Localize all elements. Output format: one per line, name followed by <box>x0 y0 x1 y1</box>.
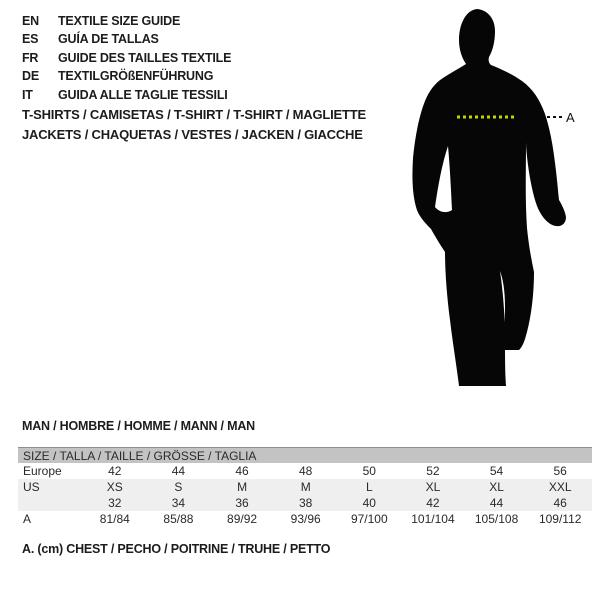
table-cell: XL <box>489 480 504 494</box>
language-label: GUIDE DES TAILLES TEXTILE <box>58 50 232 65</box>
table-cell: 38 <box>299 496 313 510</box>
table-cell: L <box>365 480 373 494</box>
table-cell: 93/96 <box>290 512 321 526</box>
table-cell: 52 <box>426 464 440 478</box>
size-table-header: SIZE / TALLA / TAILLE / GRÖSSE / TAGLIA <box>18 447 592 463</box>
garment-line-tshirts: T-SHIRTS / CAMISETAS / T-SHIRT / T-SHIRT / MAGLIETTE <box>22 107 366 122</box>
man-silhouette <box>412 9 566 386</box>
table-cell: S <box>174 480 183 494</box>
row-label: Europe <box>23 464 62 478</box>
table-cell: 89/92 <box>227 512 258 526</box>
table-row-us <box>18 479 592 495</box>
table-cell: 54 <box>489 464 504 478</box>
table-cell: 97/100 <box>350 512 388 526</box>
table-cell: 40 <box>362 496 376 510</box>
table-cell: 34 <box>171 496 186 510</box>
table-cell: M <box>300 480 311 494</box>
table-cell: 109/112 <box>538 512 582 526</box>
row-label: A <box>23 512 32 526</box>
table-cell: 44 <box>171 464 186 478</box>
table-cell: 105/108 <box>474 512 519 526</box>
table-cell: 85/88 <box>163 512 194 526</box>
table-cell: 48 <box>299 464 313 478</box>
language-label: GUÍA DE TALLAS <box>58 32 159 47</box>
table-cell: 101/104 <box>411 512 455 526</box>
row-label: US <box>23 480 40 494</box>
table-row-chest-a <box>18 511 592 528</box>
table-cell: 56 <box>553 464 567 478</box>
table-cell: 50 <box>362 464 376 478</box>
language-code: ES <box>22 32 39 47</box>
language-code: FR <box>22 50 39 65</box>
table-cell: 32 <box>108 496 122 510</box>
table-row-europe <box>18 463 592 479</box>
table-cell: XL <box>425 480 441 494</box>
language-code: EN <box>22 14 39 28</box>
language-label: GUIDA ALLE TAGLIE TESSILI <box>58 87 228 102</box>
table-cell: 42 <box>426 496 440 510</box>
table-cell: 46 <box>235 464 249 478</box>
table-row-us-numeric <box>18 495 592 511</box>
table-cell: M <box>237 480 248 494</box>
language-label: TEXTILE SIZE GUIDE <box>58 14 181 28</box>
table-cell: XS <box>106 480 123 494</box>
language-code: DE <box>22 69 39 84</box>
language-label: TEXTILGRÖßENFÜHRUNG <box>58 69 214 84</box>
section-title-man: MAN / HOMBRE / HOMME / MANN / MAN <box>22 419 255 433</box>
language-code: IT <box>22 87 33 102</box>
table-cell: 46 <box>553 496 567 510</box>
table-cell: 81/84 <box>99 512 130 526</box>
measure-label-a: A <box>566 110 575 125</box>
table-cell: 36 <box>235 496 249 510</box>
table-cell: 42 <box>108 464 122 478</box>
table-cell: 44 <box>489 496 504 510</box>
measurement-footnote: A. (cm) CHEST / PECHO / POITRINE / TRUHE / PETTO <box>22 542 331 556</box>
garment-line-jackets: JACKETS / CHAQUETAS / VESTES / JACKEN / GIACCHE <box>22 127 363 142</box>
table-cell: XXL <box>548 480 572 494</box>
size-table <box>18 447 592 528</box>
